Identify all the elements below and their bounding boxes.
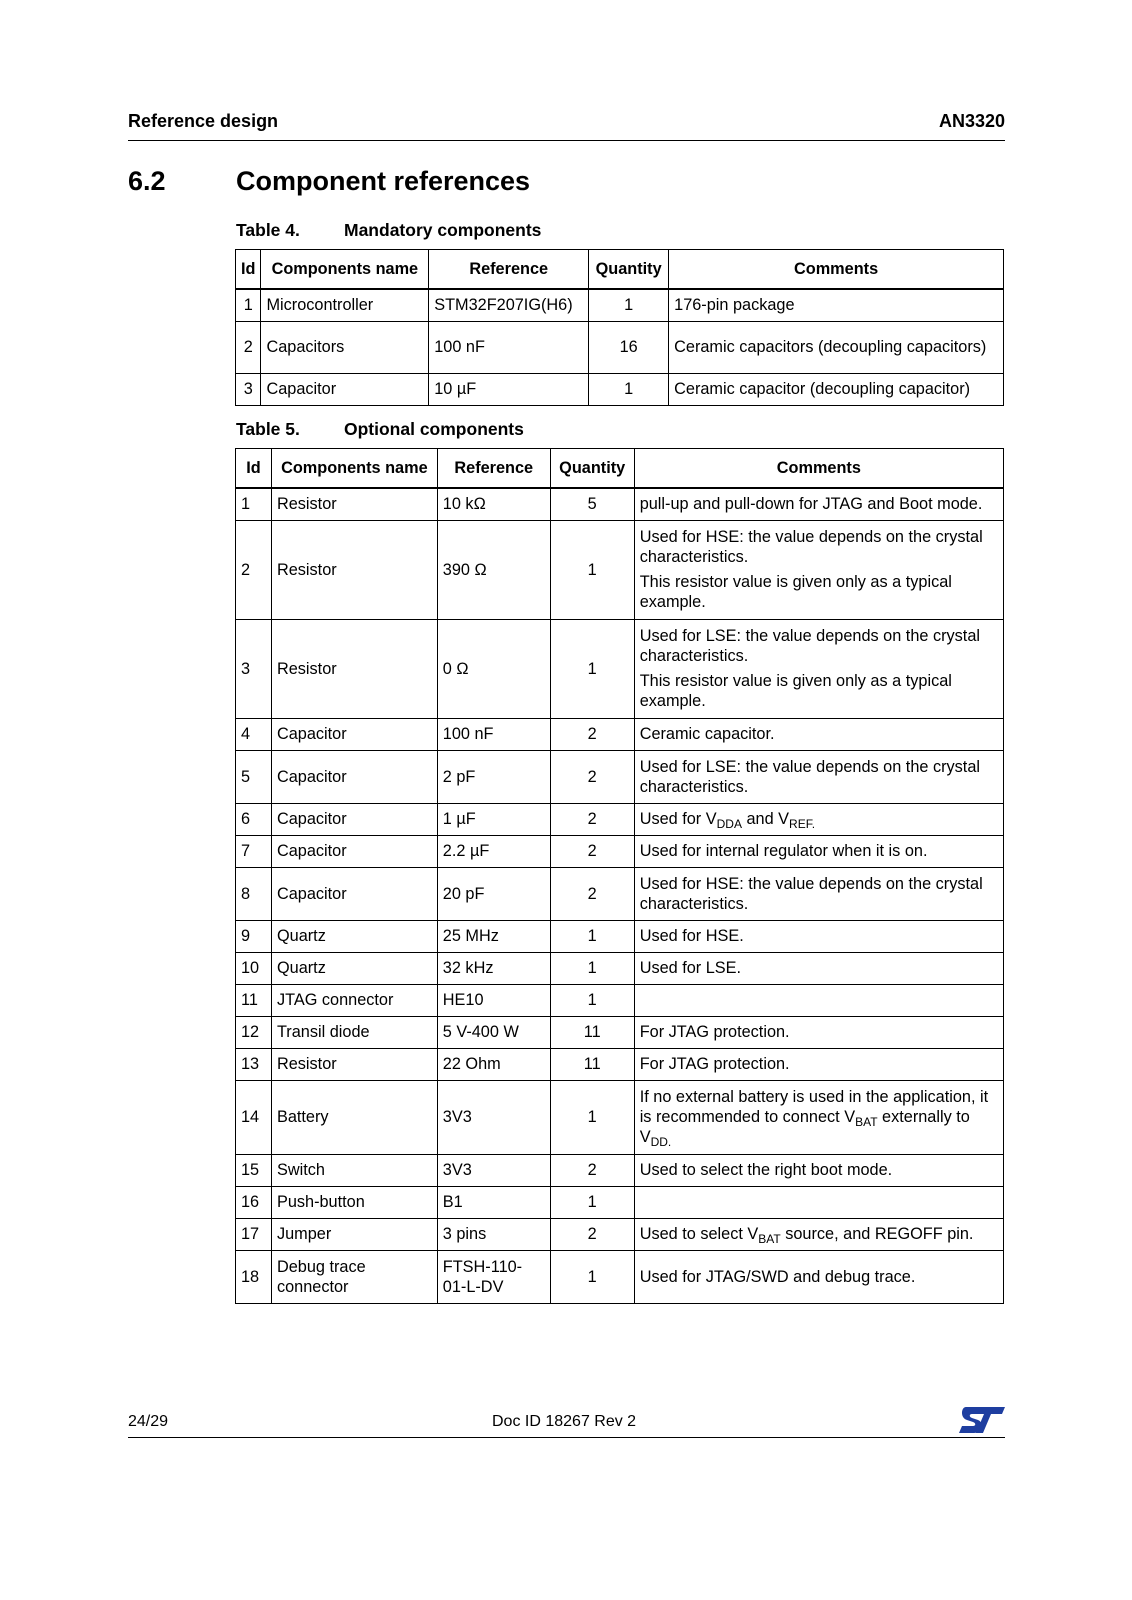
table-row (236, 289, 1004, 321)
cell-name: Resistor (271, 1048, 437, 1080)
cell-comment: Used for LSE. (634, 952, 1003, 984)
cell-reference: 20 pF (437, 867, 550, 920)
cell-reference: 3 pins (437, 1218, 550, 1250)
table-row (236, 488, 1004, 520)
cell-id: 14 (236, 1080, 272, 1154)
running-header-title: Reference design (128, 111, 279, 131)
cell-comment (634, 1186, 1003, 1218)
col-header-id: Id (236, 449, 272, 489)
cell-quantity: 16 (589, 321, 669, 373)
cell-name: Resistor (271, 619, 437, 718)
comment-paragraph: Used for HSE: the value depends on the crystal characteristics. (639, 528, 983, 566)
cell-name: Microcontroller (261, 289, 429, 321)
cell-comment: 176-pin package (669, 289, 1004, 321)
section-number: 6.2 (128, 166, 166, 196)
cell-reference: 22 Ohm (437, 1048, 550, 1080)
footer-rule (128, 1437, 1005, 1438)
cell-id: 6 (236, 803, 272, 835)
cell-id: 1 (236, 289, 261, 321)
cell-quantity: 1 (550, 520, 634, 619)
cell-name: Switch (271, 1154, 437, 1186)
col-header-comments: Comments (669, 250, 1004, 290)
cell-id: 18 (236, 1250, 272, 1303)
comment-text: source, and REGOFF pin. (780, 1225, 974, 1243)
cell-name: Capacitor (271, 867, 437, 920)
cell-quantity: 1 (550, 920, 634, 952)
subscript-text: DDA (716, 817, 742, 831)
cell-reference: HE10 (437, 984, 550, 1016)
cell-reference: 0 Ω (437, 619, 550, 718)
cell-id: 8 (236, 867, 272, 920)
table-row (236, 1154, 1004, 1186)
cell-comment: Used for HSE. (634, 920, 1003, 952)
comment-text: If no external battery is used in the application, it is recommended to connect V (639, 1088, 989, 1126)
table-row (236, 920, 1004, 952)
st-logo-icon (958, 1405, 1006, 1435)
cell-comment: For JTAG protection. (634, 1016, 1003, 1048)
cell-quantity: 11 (550, 1016, 634, 1048)
cell-name: JTAG connector (271, 984, 437, 1016)
cell-comment: For JTAG protection. (634, 1048, 1003, 1080)
table-row (236, 1218, 1004, 1250)
running-header-doc: AN3320 (938, 111, 1005, 131)
col-header-comments: Comments (634, 449, 1003, 489)
cell-id: 3 (236, 619, 272, 718)
cell-id: 11 (236, 984, 272, 1016)
comment-text: Used for V (639, 810, 717, 828)
cell-comment: Used for LSE: the value depends on the crystal characteristics. (634, 750, 1003, 803)
table-row (236, 750, 1004, 803)
cell-reference: 3V3 (437, 1154, 550, 1186)
cell-name: Resistor (271, 488, 437, 520)
table-row (236, 867, 1004, 920)
subscript-text: BAT (855, 1115, 878, 1129)
table-row (236, 984, 1004, 1016)
cell-id: 7 (236, 835, 272, 867)
cell-name: Capacitor (271, 835, 437, 867)
doc-id: Doc ID 18267 Rev 2 (492, 1413, 637, 1430)
cell-comment: Ceramic capacitor. (634, 718, 1003, 750)
cell-name: Capacitors (261, 321, 429, 373)
table-row (236, 952, 1004, 984)
subscript-text: DD. (650, 1135, 672, 1149)
cell-id: 13 (236, 1048, 272, 1080)
comment-text: Used to select V (639, 1225, 759, 1243)
table-header-row (236, 449, 1004, 489)
col-header-reference: Reference (437, 449, 550, 489)
table-row (236, 373, 1004, 405)
cell-id: 17 (236, 1218, 272, 1250)
cell-reference: 100 nF (437, 718, 550, 750)
cell-reference: STM32F207IG(H6) (429, 289, 589, 321)
cell-comment (634, 619, 1003, 718)
cell-quantity: 1 (550, 1080, 634, 1154)
section-title: Component references (236, 166, 531, 196)
cell-id: 5 (236, 750, 272, 803)
table-row (236, 835, 1004, 867)
cell-comment (634, 1080, 1003, 1154)
cell-quantity: 1 (550, 1186, 634, 1218)
cell-id: 3 (236, 373, 261, 405)
comment-text: externally to V (639, 1108, 970, 1146)
cell-reference: 390 Ω (437, 520, 550, 619)
col-header-quantity: Quantity (589, 250, 669, 290)
page-number: 24/29 (128, 1413, 169, 1430)
cell-comment (634, 803, 1003, 835)
cell-reference: 2.2 µF (437, 835, 550, 867)
cell-name: Push-button (271, 1186, 437, 1218)
cell-comment (634, 984, 1003, 1016)
col-header-reference: Reference (429, 250, 589, 290)
optional-components-table (235, 448, 1004, 1304)
cell-comment: Used for JTAG/SWD and debug trace. (634, 1250, 1003, 1303)
cell-name: Transil diode (271, 1016, 437, 1048)
cell-name: Debug trace connector (271, 1250, 437, 1303)
cell-quantity: 11 (550, 1048, 634, 1080)
cell-quantity: 2 (550, 718, 634, 750)
cell-name: Quartz (271, 952, 437, 984)
table4-label: Table 4. (236, 220, 300, 240)
cell-quantity: 1 (589, 289, 669, 321)
cell-reference: 2 pF (437, 750, 550, 803)
table-row (236, 1250, 1004, 1303)
cell-quantity: 1 (550, 952, 634, 984)
subscript-text: REF. (789, 817, 816, 831)
cell-name: Resistor (271, 520, 437, 619)
table5-label: Table 5. (236, 419, 300, 439)
mandatory-components-table (235, 249, 1004, 406)
comment-paragraph: This resistor value is given only as a typical example. (639, 573, 952, 611)
cell-quantity: 1 (550, 619, 634, 718)
table4-title: Mandatory components (344, 220, 542, 240)
cell-reference: 32 kHz (437, 952, 550, 984)
cell-comment: pull-up and pull-down for JTAG and Boot mode. (634, 488, 1003, 520)
cell-name: Capacitor (271, 718, 437, 750)
cell-reference: 25 MHz (437, 920, 550, 952)
cell-comment (634, 520, 1003, 619)
cell-reference: FTSH-110-01-L-DV (437, 1250, 550, 1303)
table-row (236, 321, 1004, 373)
cell-quantity: 2 (550, 1154, 634, 1186)
cell-name: Capacitor (261, 373, 429, 405)
col-header-id: Id (236, 250, 261, 290)
cell-name: Jumper (271, 1218, 437, 1250)
cell-quantity: 1 (550, 984, 634, 1016)
table-header-row (236, 250, 1004, 290)
cell-reference: B1 (437, 1186, 550, 1218)
comment-text: and V (741, 810, 790, 828)
col-header-name: Components name (271, 449, 437, 489)
cell-id: 1 (236, 488, 272, 520)
cell-reference: 3V3 (437, 1080, 550, 1154)
cell-comment: Ceramic capacitors (decoupling capacitors) (669, 321, 1004, 373)
cell-comment: Used for internal regulator when it is on. (634, 835, 1003, 867)
table5-title: Optional components (344, 419, 524, 439)
table-row (236, 1080, 1004, 1154)
cell-name: Capacitor (271, 750, 437, 803)
cell-name: Capacitor (271, 803, 437, 835)
cell-id: 2 (236, 321, 261, 373)
cell-id: 16 (236, 1186, 272, 1218)
cell-id: 4 (236, 718, 272, 750)
cell-quantity: 2 (550, 1218, 634, 1250)
col-header-quantity: Quantity (550, 449, 634, 489)
cell-reference: 5 V-400 W (437, 1016, 550, 1048)
cell-reference: 10 kΩ (437, 488, 550, 520)
table-row (236, 803, 1004, 835)
subscript-text: BAT (758, 1232, 781, 1246)
table-row (236, 619, 1004, 718)
table5-caption (236, 419, 524, 440)
table-row (236, 520, 1004, 619)
cell-reference: 100 nF (429, 321, 589, 373)
cell-comment: Used for HSE: the value depends on the crystal characteristics. (634, 867, 1003, 920)
cell-quantity: 1 (589, 373, 669, 405)
cell-quantity: 5 (550, 488, 634, 520)
cell-quantity: 1 (550, 1250, 634, 1303)
cell-name: Battery (271, 1080, 437, 1154)
cell-quantity: 2 (550, 835, 634, 867)
cell-quantity: 2 (550, 750, 634, 803)
table-row (236, 1016, 1004, 1048)
cell-quantity: 2 (550, 803, 634, 835)
cell-id: 12 (236, 1016, 272, 1048)
cell-name: Quartz (271, 920, 437, 952)
comment-paragraph: This resistor value is given only as a typical example. (639, 672, 952, 710)
cell-reference: 1 µF (437, 803, 550, 835)
table-row (236, 718, 1004, 750)
header-rule (128, 140, 1005, 141)
cell-comment (634, 1218, 1003, 1250)
cell-id: 9 (236, 920, 272, 952)
cell-quantity: 2 (550, 867, 634, 920)
table-row (236, 1186, 1004, 1218)
cell-id: 10 (236, 952, 272, 984)
cell-comment: Ceramic capacitor (decoupling capacitor) (669, 373, 1004, 405)
cell-reference: 10 µF (429, 373, 589, 405)
cell-id: 15 (236, 1154, 272, 1186)
table4-caption (236, 220, 541, 241)
cell-comment: Used to select the right boot mode. (634, 1154, 1003, 1186)
table-row (236, 1048, 1004, 1080)
comment-paragraph: Used for LSE: the value depends on the crystal characteristics. (639, 627, 980, 665)
cell-id: 2 (236, 520, 272, 619)
col-header-name: Components name (261, 250, 429, 290)
